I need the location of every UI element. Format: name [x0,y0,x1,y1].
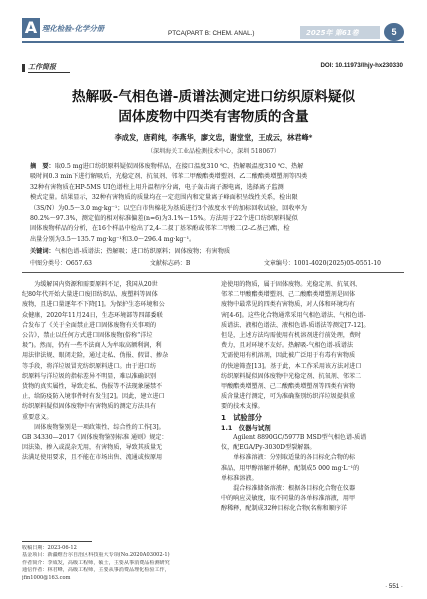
body-line: 纺织原料疑似固体废物中光稳定剂、抗氧剂、邻苯二 [221,372,362,380]
body-line: 用法律法规、眼闭走险，通过走私、伪报、假冒、掺杂 [22,352,169,360]
body-line: 纺织原料疑似固体废物中有害物质的测定方法具有 [22,403,157,411]
keywords-text: 气相色谱-质谱法；热解吸；进口纺织原料；固体废物；有害物质 [54,248,231,255]
section-heading: 1 试验部分 [221,412,262,422]
abstract-line: 固体废物样品的分析，在16个样品中检出了2,4-二叔丁基苯酚或邻苯二甲酸二(2-乙基己)酯，检 [30,225,290,233]
footnote-line: 作者简介：李成发，高级工程师，硕士，主要从事消费品检测研究 [22,559,170,566]
abstract-line: 出量分别为3.5～135.7 mg·kg⁻¹和3.0～296.4 mg·kg⁻¹。 [30,235,196,243]
body-line: 混合标准储备溶液：根据各目标化合物在仪器 [221,485,356,493]
body-line: 无需使用有机溶剂，因此被广泛用于有毒有害物质 [221,352,356,360]
body-line: 圾”)。然而，仍有一些不法商人为牟取高额利润，利 [22,342,162,350]
journal-logo-icon: A [22,18,40,38]
body-line: 质谱法、液相色谱法、液相色谱-质谱法等测定[7-12]。 [221,321,370,329]
body-line: 为缓解国内资源和需要原料不足，我国从20世 [22,281,158,288]
keywords-label: 关键词： [30,248,55,255]
body-line: 准品，用甲醇溶解并稀释，配制成5 000 mg·L⁻¹的 [221,464,360,472]
body-line: 但是，上述方法均需使用有机溶剂进行前处理，费时 [221,332,362,340]
abstract-label: 摘 要： [30,163,55,170]
body-line: GB 34330—2017《固体废物鉴别标准 通则》规定： [22,434,168,442]
abstract [30,162,400,245]
body-line: 因法染、掺入或混杂无用，有害物质，导致其质量无 [22,444,163,452]
article-number: 文章编号：1001-4020(2025)05-0551-10 [263,260,381,267]
author-list: 李成发，唐莉纯，李燕华，廖文忠，谢堂堂，王成云，林君峰* [114,133,313,142]
document-code: 文献标志码：B [149,260,191,267]
abstract-line: 32种有害物质在HP-5MS UI色谱柱上用升温程序分离，电子轰击离子源电离，选择离子监测 [30,183,284,191]
journal-brand [22,18,132,38]
body-line: 途使用的物质，属于固体废物。光稳定剂、抗氧剂、 [221,281,362,288]
body-line: Agilent 8890GC/5977B MSD型气相色谱-质谱 [221,434,367,442]
footnote [22,545,205,582]
footnote-line: 基金项目：新疆维吾尔自治区科技重大专项(No.2020A03002-1) [22,552,170,559]
footnote-divider [22,541,92,542]
subsection-heading: 1.1 仪器与试剂 [221,423,271,432]
affiliation: （深圳海关工业品检测技术中心，深圳 518067） [147,148,280,155]
body-line: 货物的真实属性，导致走私、伪报等不法现象屡禁不 [22,383,163,391]
body-line: 的快速筛查[13]。基于此，本工作采用该方法对进口 [221,362,362,370]
footnote-line: jfin1000@163.com [22,574,71,581]
body-line: 害[4-6]。这些化合物通常采用气相色谱法、气相色谱- [221,311,366,319]
body-line: 仪，配EGA/Py-3030D型裂解器。 [221,444,316,452]
abstract-line: 吸时间0.3 min下进行解吸后，光稳定剂、抗氧剂、邻苯二甲酸酯类增塑剂、乙二酸酯类增塑剂等四类 [30,173,308,181]
abstract-line: 摘 要：取0.5 mg进口纺织原料疑似固体废物样品，在接口温度310 ℃、热解吸温度310 ℃、热解 [30,163,304,170]
body-column-left [22,280,205,464]
body-column-right [221,280,404,515]
body-line: 质含量进行测定，可为准确鉴别纺织洋垃圾提供重 [221,393,356,401]
body-line: 止，给防疫防入境事件时有发生[2]。因此，建立进口 [22,393,165,401]
body-line: 等手段，将洋垃圾冒充纺织原料进口。由于进口纺 [22,362,157,370]
body-line: 单标准溶液。 [221,474,258,482]
body-line: 邻苯二甲酸酯类增塑剂、己二酸酯类增塑剂是固体 [221,291,356,299]
clc-number: 中图分类号：O657.63 [30,260,92,267]
footnote-line: 通信作者：林君峰，高级工程师，主要从事消费品理化检验工作， [22,567,170,574]
title-line: 热解吸-气相色谱-质谱法测定进口纺织原料疑似 [71,89,356,105]
abstract-line: （3S/N）为0.5～3.0 mg·kg⁻¹；以空白市售棉花为基质进行3个浓度水平的加标回收试验，回收率为 [30,204,307,212]
journal-name-en: PTCA(PART B: CHEM. ANAL.) [168,30,255,37]
footnote-line: 收稿日期：2023-06-12 [22,545,77,551]
body-line: 固体废物鉴别是一项政策性、综合性的工作[3]。 [22,423,165,431]
body-line: 废物，且进口量逐年不下降[1]。为保护生态环境和公 [22,301,165,309]
title-line: 固体废物中四类有害物质的含量 [118,109,309,125]
journal-name-cn: 理化检验-化学分册 [42,24,105,33]
keywords [30,246,400,255]
doi-link[interactable]: DOI: 10.11973/lhjy-hx230330 [320,62,403,69]
abstract-line: 模式定量。结果显示，32种有害物质的质量均在一定范围内和定量离子峰面积呈线性关系，检出限 [30,194,298,202]
section-tag: 工作简报 [28,62,70,73]
article-title [0,87,427,127]
header-divider [22,41,404,43]
body-line: 醇稀释，配制成32种目标化合物(名称和顺序详 [221,505,347,513]
body-line: 公告》，禁止以任何方式进口固体废物(俗称“洋垃 [22,332,153,340]
body-line: 费力，且对环境不友好。热解吸-气相色谱-质谱法 [221,342,354,350]
body-line: 中的响应灵敏度，取不同量的各单标准溶液，用甲 [221,495,356,503]
body-line: 法满足使用要求，且不能在市场出售、流通或按原用 [22,454,163,462]
body-line: 重要意义。 [22,413,53,421]
body-line: 纪80年代开始大量进口废旧纺织品、废塑料等固体 [22,291,158,299]
issue-label: 2025年 第61卷 [306,29,359,37]
body-line: 众健康，2020年11月24日，生态环境部等四部委联 [22,311,163,319]
body-line: 要的技术支撑。 [221,403,264,411]
body-line: 废物中最常见的四类有害物质，对人体和环境均有 [221,301,356,309]
body-line: 织原料与洋垃圾的指标差异不明显，难以准确识别 [22,372,157,380]
abstract-divider [22,272,404,273]
page-badge: 5 [384,23,404,41]
classification-row [30,258,400,267]
abstract-line: 80.2%～97.3%，测定值的相对标准偏差(n=6)为3.1%～15%。方法用于22个进口纺织原料疑似 [30,215,298,223]
body-line: 合发布了《关于全面禁止进口固体废物有关事项的 [22,321,157,329]
body-line: 单标准溶液：分别取适量的各目标化合物的标 [221,454,356,462]
page-number: · 551 · [385,583,403,590]
body-line: 甲酸酯类增塑剂、己二酸酯类增塑剂等四类有害物 [221,383,356,391]
